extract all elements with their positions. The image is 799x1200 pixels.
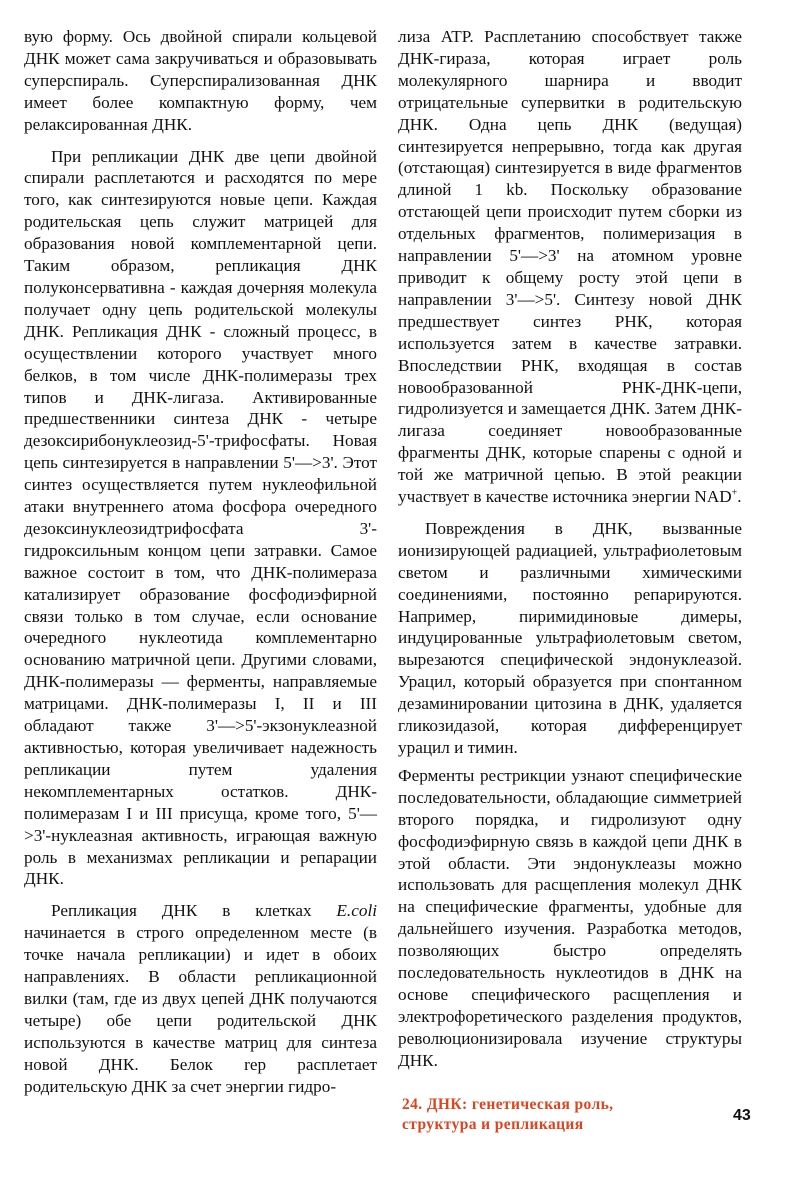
left-paragraph-3: [24, 900, 377, 1097]
right-paragraph-2: Повреждения в ДНК, вызванные ионизирующей радиацией, ультрафиолетовым светом и различными химическими соединениями, постоянно репарируются. Например, пиримидиновые димеры, индуцированные ультрафиолетовым светом, вырезаются специфической эндонуклеазой. Урацил, который образуется при спонтанном дезаминировании цитозина в ДНК, удаляется гликозидазой, которая дифференцирует урацил и тимин.: [398, 518, 742, 757]
right-paragraph-3: Ферменты рестрикции узнают специфические последовательности, обладающие симметрией второго порядка, и гидролизуют одну фосфодиэфирную связь в каждой цепи ДНК в этой области. Эти эндонуклеазы можно использовать для расщепления молекул ДНК на специфические фрагменты, удобные для дальнейшего изучения. Разработка методов, позволяющих быстро определять последовательность нуклеотидов в ДНК на основе специфического расщепления и электрофоретического разделения продуктов, революционизировала изучение структуры ДНК.: [398, 765, 742, 1070]
section-title: [402, 1095, 613, 1135]
right-paragraph-1-end: .: [737, 487, 742, 507]
right-paragraph-1-text: лиза ATP. Расплетанию способствует также ДНК-гираза, которая играет роль молекулярного шарнира и вводит отрицательные супервитки в родительскую ДНК. Одна цепь ДНК (ведущая) синтезируется непрерывно, тогда как другая (отстающая) синтезируется в виде фрагментов длиной 1 kb. Поскольку образование отстающей цепи происходит путем сборки из отдельных фрагментов, полимеризация в направлении 5'—>3' на атомном уровне приводит к общему росту этой цепи в направлении 3'—>5'. Синтезу новой ДНК предшествует синтез РНК, которая используется затем в качестве затравки. Впоследствии РНК, входящая в состав новообразованной РНК-ДНК-цепи, гидролизуется и замещается ДНК. Затем ДНК-лигаза соединяет новообразованные фрагменты ДНК, которые спарены с одной и той же матричной цепью. В этой реакции участвует в качестве источника энергии NAD: [398, 27, 742, 507]
left-paragraph-2: При репликации ДНК две цепи двойной спирали расплетаются и расходятся по мере того, как синтезируются новые цепи. Каждая родительская цепь служит матрицей для образования новой комплементарной цепи. Таким образом, репликация ДНК полуконсервативна - каждая дочерняя молекула получает одну цепь родительской молекулы ДНК. Репликация ДНК - сложный процесс, в осуществлении которого участвует много белков, в том числе ДНК-полимеразы трех типов и ДНК-лигаза. Активированные предшественники синтеза ДНК - четыре дезоксирибонуклеозид-5'-трифосфаты. Новая цепь синтезируется в направлении 5'—>3'. Этот синтез осуществляется путем нуклеофильной атаки внутреннего атома фосфора очередного дезоксинуклеозидтрифосфата 3'-гидроксильным концом цепи затравки. Самое важное состоит в том, что ДНК-полимераза катализирует образование фосфодиэфирной связи только в том случае, если основание очередного нуклеотида комплементарно основанию матричной цепи. Другими словами, ДНК-полимеразы — ферменты, направляемые матрицами. ДНК-полимеразы I, II и III обладают также 3'—>5'-экзонуклеазной активностью, которая увеличивает надежность репликации путем удаления некомплементарных остатков. ДНК-полимеразам I и III присуща, кроме того, 5'—>3'-нуклеазная активность, играющая важную роль в механизмах репликации и репарации ДНК.: [24, 146, 377, 889]
left-paragraph-3-start: Репликация ДНК в клетках: [51, 901, 337, 921]
left-paragraph-3-rest: начинается в строго определенном месте (в точке начала репликации) и идет в обоих направлениях. В области репликационной вилки (там, где из двух цепей ДНК получаются четыре) обе цепи родительской ДНК используются в качестве матриц для синтеза новой ДНК. Белок rep расплетает родительскую ДНК за счет энергии гидро-: [24, 923, 377, 1096]
right-text-column: [398, 26, 742, 1072]
organism-name: E.coli: [336, 901, 377, 921]
right-paragraph-1: [398, 26, 742, 508]
left-paragraph-1: вую форму. Ось двойной спирали кольцевой ДНК может сама закручиваться и образовывать суперспираль. Суперспирализованная ДНК имеет более компактную форму, чем релаксированная ДНК.: [24, 27, 377, 134]
section-title-line-2: структура и репликация: [402, 1116, 584, 1133]
nad-superscript: +: [731, 487, 738, 499]
page-number: 43: [733, 1107, 751, 1124]
left-text-column: [24, 26, 377, 1098]
section-title-line-1: 24. ДНК: генетическая роль,: [402, 1096, 614, 1113]
